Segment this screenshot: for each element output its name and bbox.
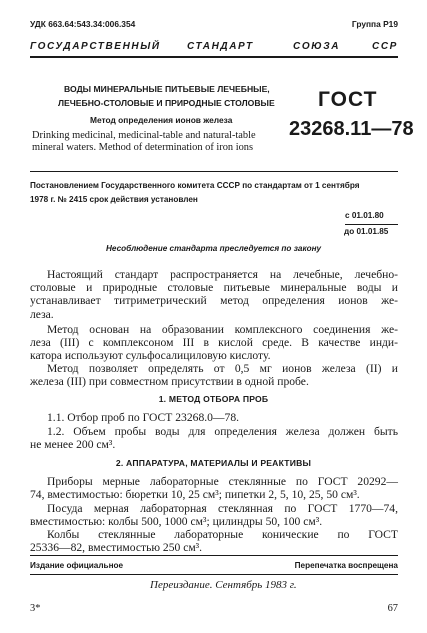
title-line-1: ВОДЫ МИНЕРАЛЬНЫЕ ПИТЬЕВЫЕ ЛЕЧЕБНЫЕ, (64, 84, 270, 94)
banner-word-state: ГОСУДАРСТВЕННЫЙ (30, 41, 161, 52)
intro-paragraph-3: Метод позволяет определять от 0,5 мг ионов железа (II) и железа (III) при совместном присутствии в одной пробе. (30, 362, 398, 389)
header-rule (30, 56, 398, 58)
legal-notice: Несоблюдение стандарта преследуется по закону (106, 244, 322, 253)
intro-paragraph-1: Настоящий стандарт распространяется на лечебные, лечебно- столовые и природные столовые питьевые минеральные воды и устанавливает титриметрический метод определения ионов же- леза. (30, 268, 398, 321)
validity-rule (345, 224, 398, 225)
reissue-note: Переиздание. Сентябрь 1983 г. (150, 579, 297, 591)
section-1-heading: 1. МЕТОД ОТБОРА ПРОБ (158, 394, 269, 404)
page-number: 67 (387, 603, 398, 614)
reprint-prohibited-label: Перепечатка воспрещена (294, 561, 398, 570)
valid-from-date: с 01.01.80 (345, 211, 384, 220)
method-title: Метод определения ионов железа (90, 115, 233, 125)
footer-rule (30, 555, 398, 556)
udc-code: УДК 663.64:543.34:006.354 (30, 19, 136, 29)
group-code: Группа Р19 (351, 19, 398, 29)
section-1-paragraph-2: 1.2. Объем пробы воды для определения железа должен быть не менее 200 см³. (30, 425, 398, 452)
footer-rule-2 (30, 574, 398, 575)
intro-paragraph-2: Метод основан на образовании комплексного соединения же- леза (III) с комплексоном III в кислой среде. В качестве инди- катора используют сульфосалициловую кислоту. (30, 323, 398, 363)
official-edition-label: Издание официальное (30, 561, 124, 570)
signature-mark: 3* (30, 603, 41, 614)
english-title-line-1: Drinking medicinal, medicinal-table and natural-table (32, 130, 256, 141)
section-2-paragraph-2: Посуда мерная лабораторная стеклянная по ГОСТ 1770—74, вместимостью: колбы 500, 1000 см³; цилиндры 50, 100 см³. (30, 502, 398, 529)
banner-word-ussr: ССР (372, 41, 398, 52)
section-1-paragraph-1: 1.1. Отбор проб по ГОСТ 23268.0—78. (47, 411, 240, 424)
title-line-2: ЛЕЧЕБНО-СТОЛОВЫЕ И ПРИРОДНЫЕ СТОЛОВЫЕ (58, 98, 275, 108)
decree-line-2: 1978 г. № 2415 срок действия установлен (30, 195, 198, 204)
banner-word-union: СОЮЗА (293, 41, 341, 52)
valid-to-date: до 01.01.85 (344, 227, 389, 236)
english-title-line-2: mineral waters. Method of determination of iron ions (32, 142, 254, 153)
banner-word-standard: СТАНДАРТ (187, 41, 254, 52)
decree-line-1: Постановлением Государственного комитета СССР по стандартам от 1 сентября (30, 181, 360, 190)
section-2-paragraph-1: Приборы мерные лабораторные стеклянные по ГОСТ 20292— 74, вместимостью: бюретки 10, 25 см³; пипетки 2, 5, 10, 25, 50 см³. (30, 475, 398, 502)
section-2-heading: 2. АППАРАТУРА, МАТЕРИАЛЫ И РЕАКТИВЫ (115, 458, 312, 468)
title-rule (30, 171, 398, 172)
gost-label: ГОСТ (318, 88, 378, 111)
gost-number: 23268.11—78 (289, 118, 414, 140)
section-2-paragraph-3: Колбы стеклянные лабораторные конические по ГОСТ 25336—82, вместимостью 250 см³. (30, 528, 398, 555)
